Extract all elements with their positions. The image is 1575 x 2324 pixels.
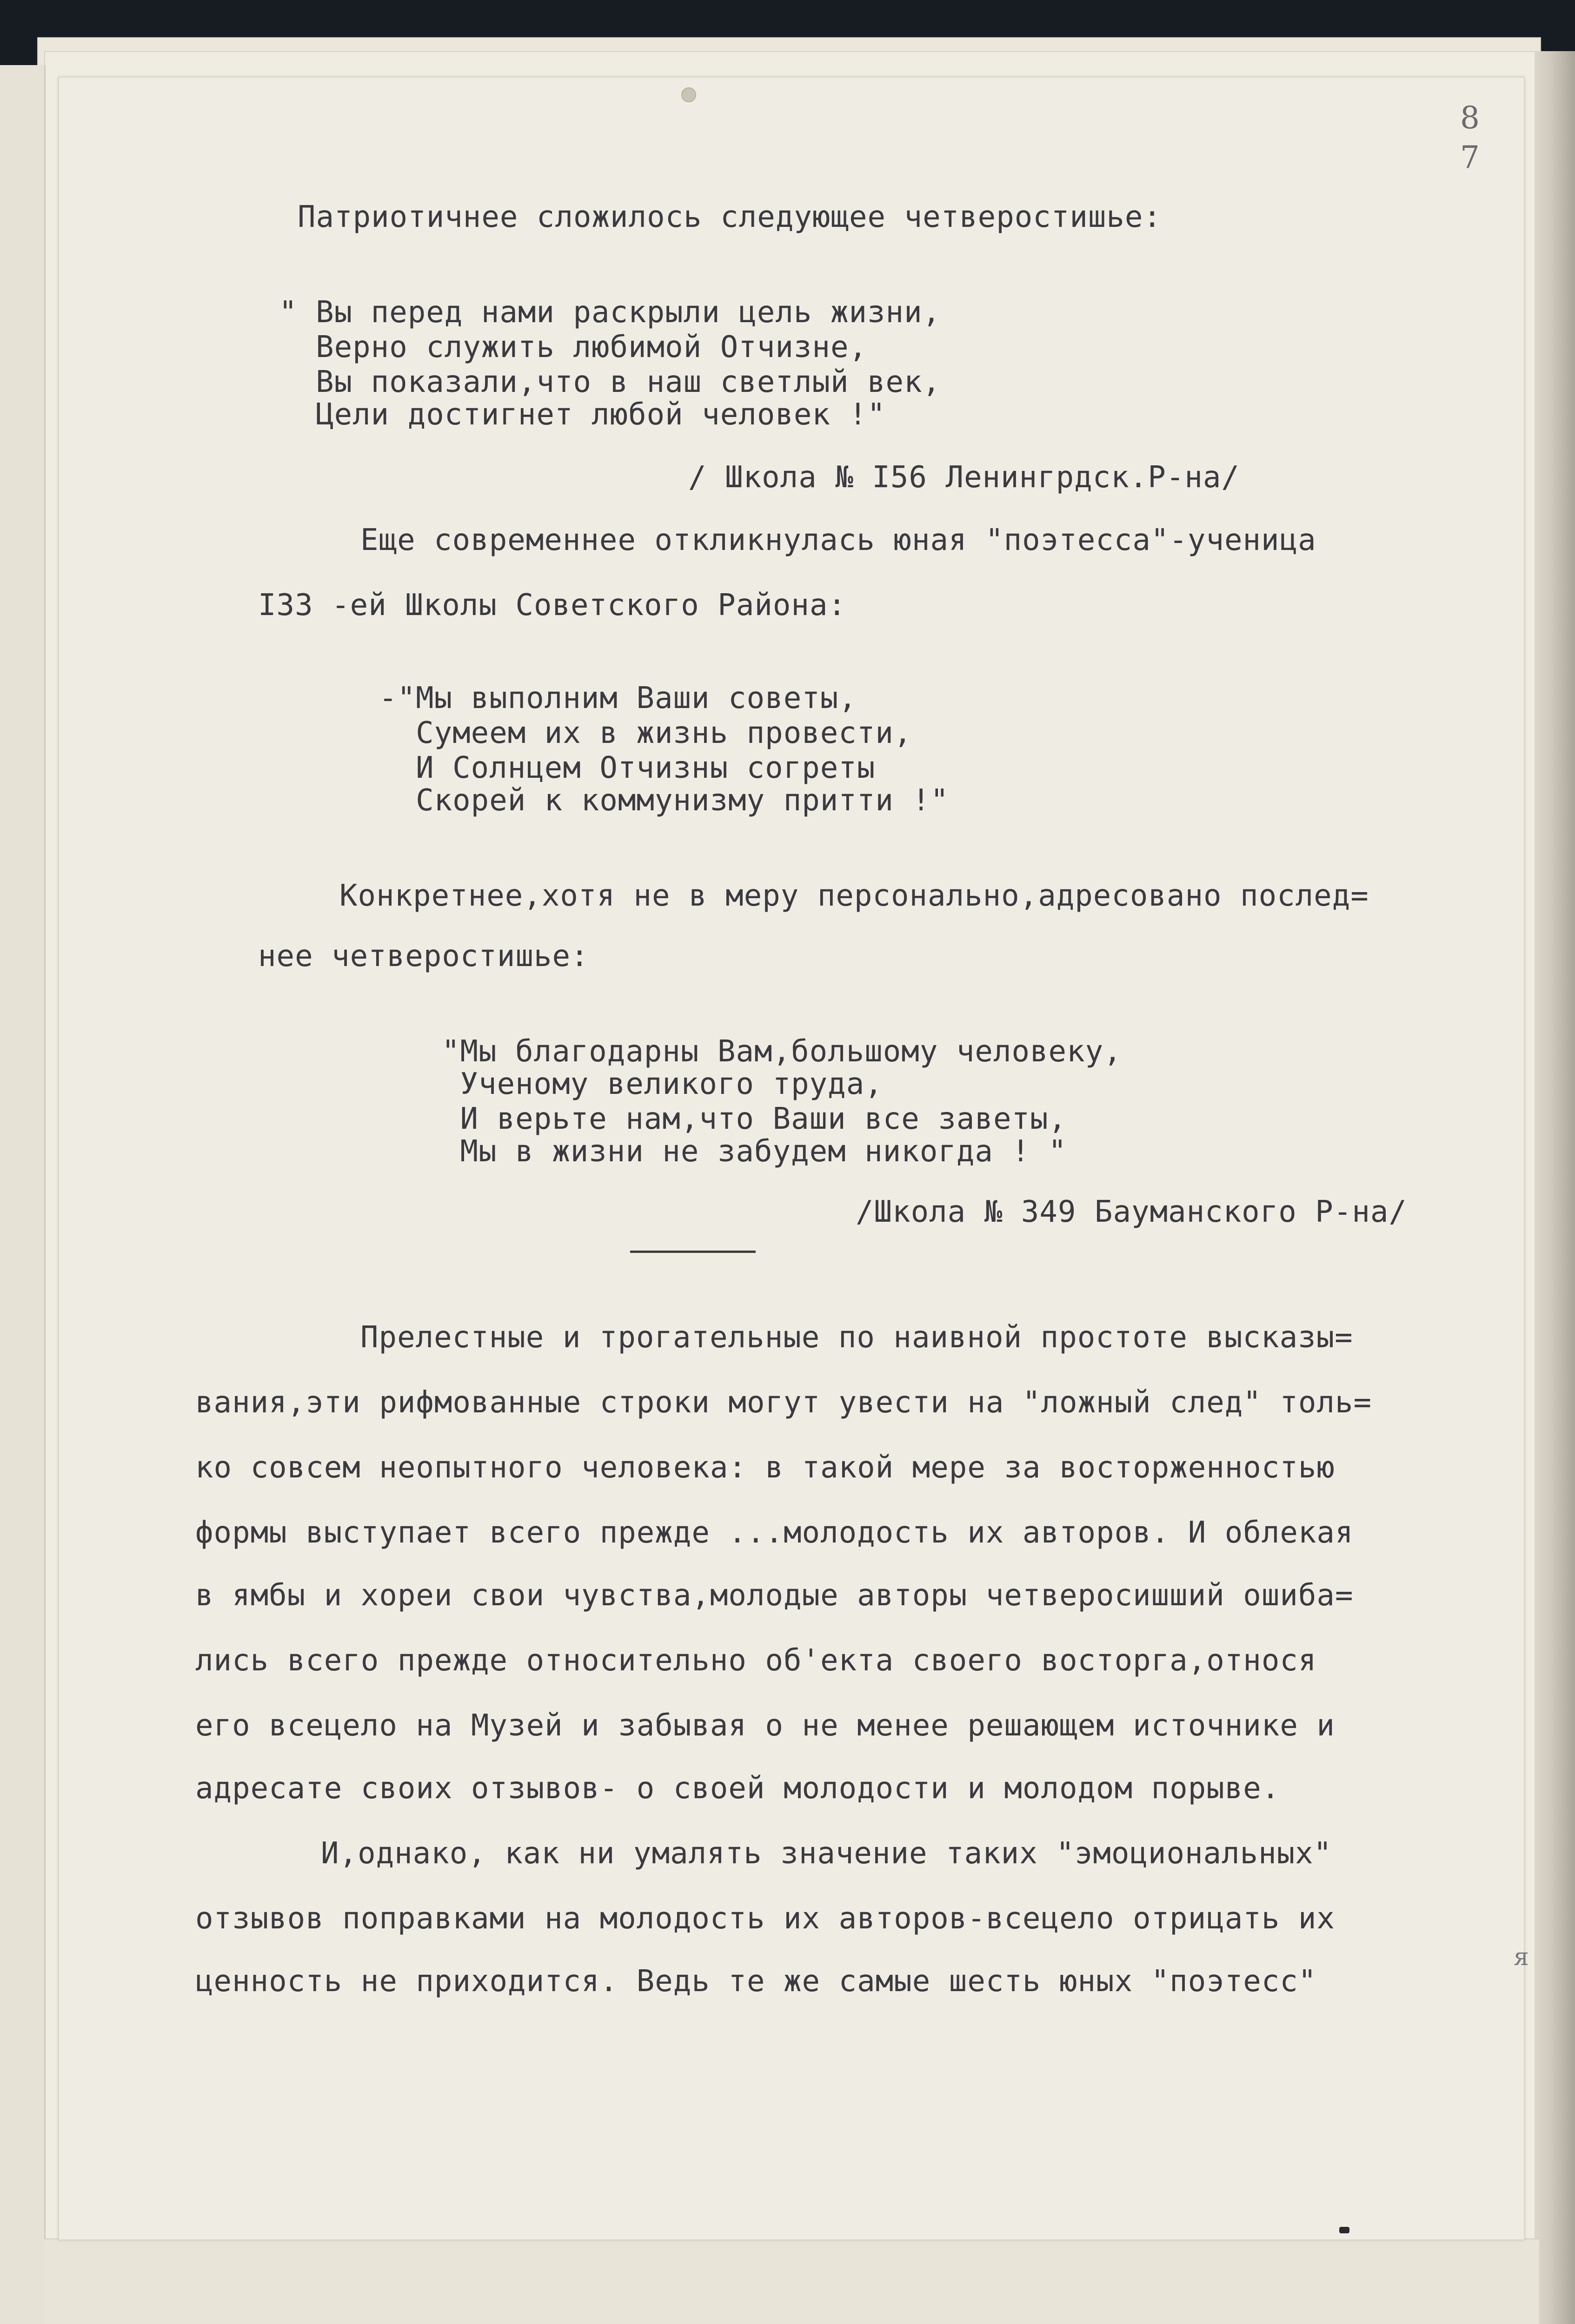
poem1-attribution: / Школа № I56 Ленингрдск.Р-на/ xyxy=(688,460,1240,495)
ink-mark xyxy=(1339,2227,1349,2233)
margin-mark: я xyxy=(1514,1943,1529,1971)
poem3-line: Ученому великого труда, xyxy=(442,1067,883,1101)
folio-number-top: 8 xyxy=(1460,100,1480,136)
paragraph-line: Конкретнее,хотя не в меру персонально,адресовано послед= xyxy=(339,879,1369,913)
poem3-line: "Мы благодарны Вам,большому человеку, xyxy=(442,1034,1122,1069)
poem1-line: " Вы перед нами раскрыли цель жизни, xyxy=(279,295,941,330)
bottom-page-stack xyxy=(44,2238,1539,2324)
paragraph-line: I33 -ей Школы Советского Района: xyxy=(258,588,846,622)
poem3-line: Мы в жизни не забудем никогда ! " xyxy=(442,1134,1067,1169)
poem2-line: Сумеем их в жизнь провести, xyxy=(379,716,912,750)
paragraph-line: лись всего прежде относительно об'екта своего восторга,относя xyxy=(195,1643,1317,1678)
paragraph-line: в ямбы и хореи свои чувства,молодые авторы четверосишший ошиба= xyxy=(195,1578,1354,1613)
page-number: 7 xyxy=(1460,139,1480,175)
poem3-line: И верьте нам,что Ваши все заветы, xyxy=(442,1102,1067,1136)
paragraph-line: И,однако, как ни умалять значение таких "эмоциональных" xyxy=(321,1836,1332,1871)
paragraph-line: его всецело на Музей и забывая о не менее решающем источнике и xyxy=(195,1708,1335,1743)
poem1-line: Цели достигнет любой человек !" xyxy=(279,397,886,432)
punch-hole xyxy=(681,87,696,102)
paragraph-line: формы выступает всего прежде ...молодость их авторов. И облекая xyxy=(195,1516,1354,1550)
paragraph-line: нее четверостишье: xyxy=(258,939,589,973)
poem1-line: Верно служить любимой Отчизне, xyxy=(279,330,867,364)
poem2-line: -"Мы выполним Ваши советы, xyxy=(379,681,857,715)
poem2-line: Скорей к коммунизму притти !" xyxy=(379,783,949,818)
paragraph-line: адресате своих отзывов- о своей молодости и молодом порыве. xyxy=(195,1771,1280,1806)
paragraph-line: отзывов поправками на молодость их авторов-всецело отрицать их xyxy=(195,1901,1335,1936)
intro-line: Патриотичнее сложилось следующее четверостишье: xyxy=(298,200,1162,234)
paragraph-line: вания,эти рифмованные строки могут увести на "ложный след" толь= xyxy=(195,1385,1372,1420)
poem2-line: И Солнцем Отчизны согреты xyxy=(379,751,876,785)
paragraph-line: ко совсем неопытного человека: в такой мере за восторженностью xyxy=(195,1450,1335,1485)
poem3-attribution: /Школа № 349 Бауманского Р-на/ xyxy=(856,1195,1407,1229)
poem1-line: Вы показали,что в наш светлый век, xyxy=(279,365,941,399)
right-page-stack xyxy=(1535,51,1575,2324)
separator-line xyxy=(630,1251,756,1253)
paragraph-line: Еще современнее откликнулась юная "поэтесса"-ученица xyxy=(360,523,1316,557)
left-page-edge xyxy=(0,65,46,2324)
paragraph-line: ценность не приходится. Ведь те же самые шесть юных "поэтесс" xyxy=(195,1964,1317,1999)
paragraph-line: Прелестные и трогательные по наивной простоте высказы= xyxy=(360,1320,1353,1355)
